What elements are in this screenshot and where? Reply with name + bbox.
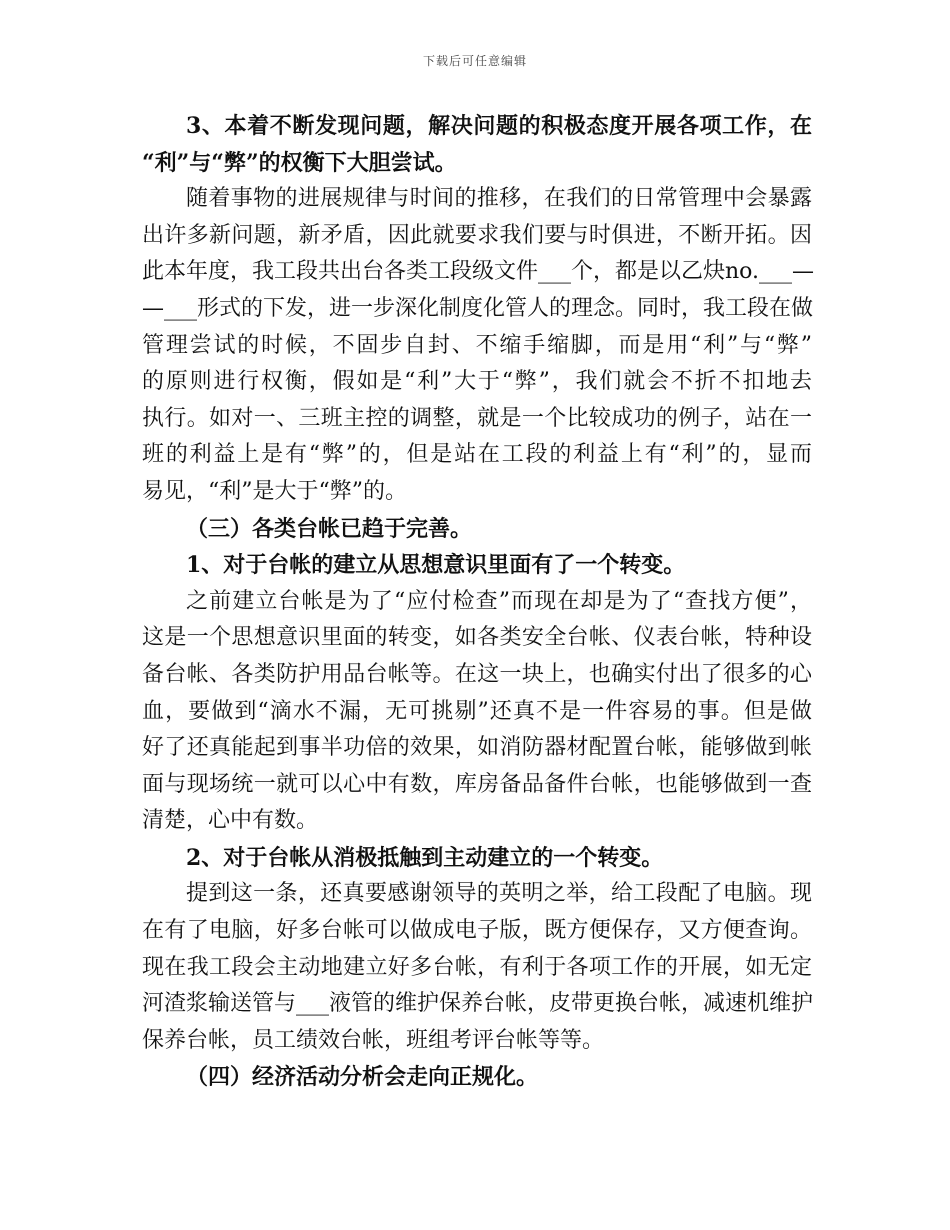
paragraph-line: 之前建立台帐是为了“应付检查”而现在却是为了“查找方便”，	[186, 588, 812, 614]
paragraph-line: 保养台帐，员工绩效台帐，班组考评台帐等等。	[142, 1027, 605, 1053]
paragraph-line: 易见，“利”是大于“弊”的。	[142, 478, 407, 504]
paragraph-line: 提到这一条，还真要感谢领导的英明之举，给工段配了电脑。现	[186, 881, 812, 907]
paragraph-line: 河渣浆输送管与___液管的维护保养台帐，皮带更换台帐，减速机维护	[142, 991, 814, 1017]
paragraph-line: 此本年度，我工段共出台各类工段级文件___个，都是以乙炔no.___—	[142, 259, 815, 285]
paragraph-line: 这是一个思想意识里面的转变，如各类安全台帐、仪表台帐，特种设	[142, 625, 812, 651]
paragraph-line: 好了还真能起到事半功倍的效果，如消防器材配置台帐，能够做到帐	[142, 735, 812, 761]
paragraph-line: 班的利益上是有“弊”的，但是站在工段的利益上有“利”的，显而	[142, 442, 812, 468]
section-heading-line: （四）经济活动分析会走向正规化。	[186, 1064, 539, 1091]
paragraph-line: 清楚，心中有数。	[142, 808, 319, 834]
section-heading-line: 3、本着不断发现问题，解决问题的积极态度开展各项工作，在	[186, 113, 812, 139]
paragraph-line: 血，要做到“滴水不漏，无可挑剔”还真不是一件容易的事。但是做	[142, 698, 812, 724]
section-heading-line: 2、对于台帐从消极抵触到主动建立的一个转变。	[186, 844, 664, 871]
paragraph-line: —___形式的下发，进一步深化制度化管人的理念。同时，我工段在做	[142, 295, 814, 321]
document-body	[142, 108, 815, 1096]
section-heading-line: 1、对于台帐的建立从思想意识里面有了一个转变。	[186, 552, 686, 579]
paragraph-line: 的原则进行权衡，假如是“利”大于“弊”，我们就会不折不扣地去	[142, 369, 812, 395]
section-heading-line: “利”与“弊”的权衡下大胆尝试。	[142, 149, 457, 176]
paragraph-line: 管理尝试的时候，不固步自封、不缩手缩脚，而是用“利”与“弊”	[142, 332, 812, 358]
paragraph-line: 出许多新问题，新矛盾，因此就要求我们要与时俱进，不断开拓。因	[142, 222, 812, 248]
paragraph-line: 执行。如对一、三班主控的调整，就是一个比较成功的例子，站在一	[142, 405, 812, 431]
paragraph-line: 在有了电脑，好多台帐可以做成电子版，既方便保存，又方便查询。	[142, 918, 812, 944]
page-header: 下载后可任意编辑	[422, 54, 527, 68]
section-heading-line: （三）各类台帐已趋于完善。	[186, 515, 473, 542]
paragraph-line: 备台帐、各类防护用品台帐等。在这一块上，也确实付出了很多的心	[142, 661, 812, 687]
paragraph-line: 面与现场统一就可以心中有数，库房备品备件台帐，也能够做到一查	[142, 771, 812, 797]
paragraph-line: 现在我工段会主动地建立好多台帐，有利于各项工作的开展，如无定	[142, 954, 812, 980]
paragraph-line: 随着事物的进展规律与时间的推移，在我们的日常管理中会暴露	[186, 186, 812, 212]
